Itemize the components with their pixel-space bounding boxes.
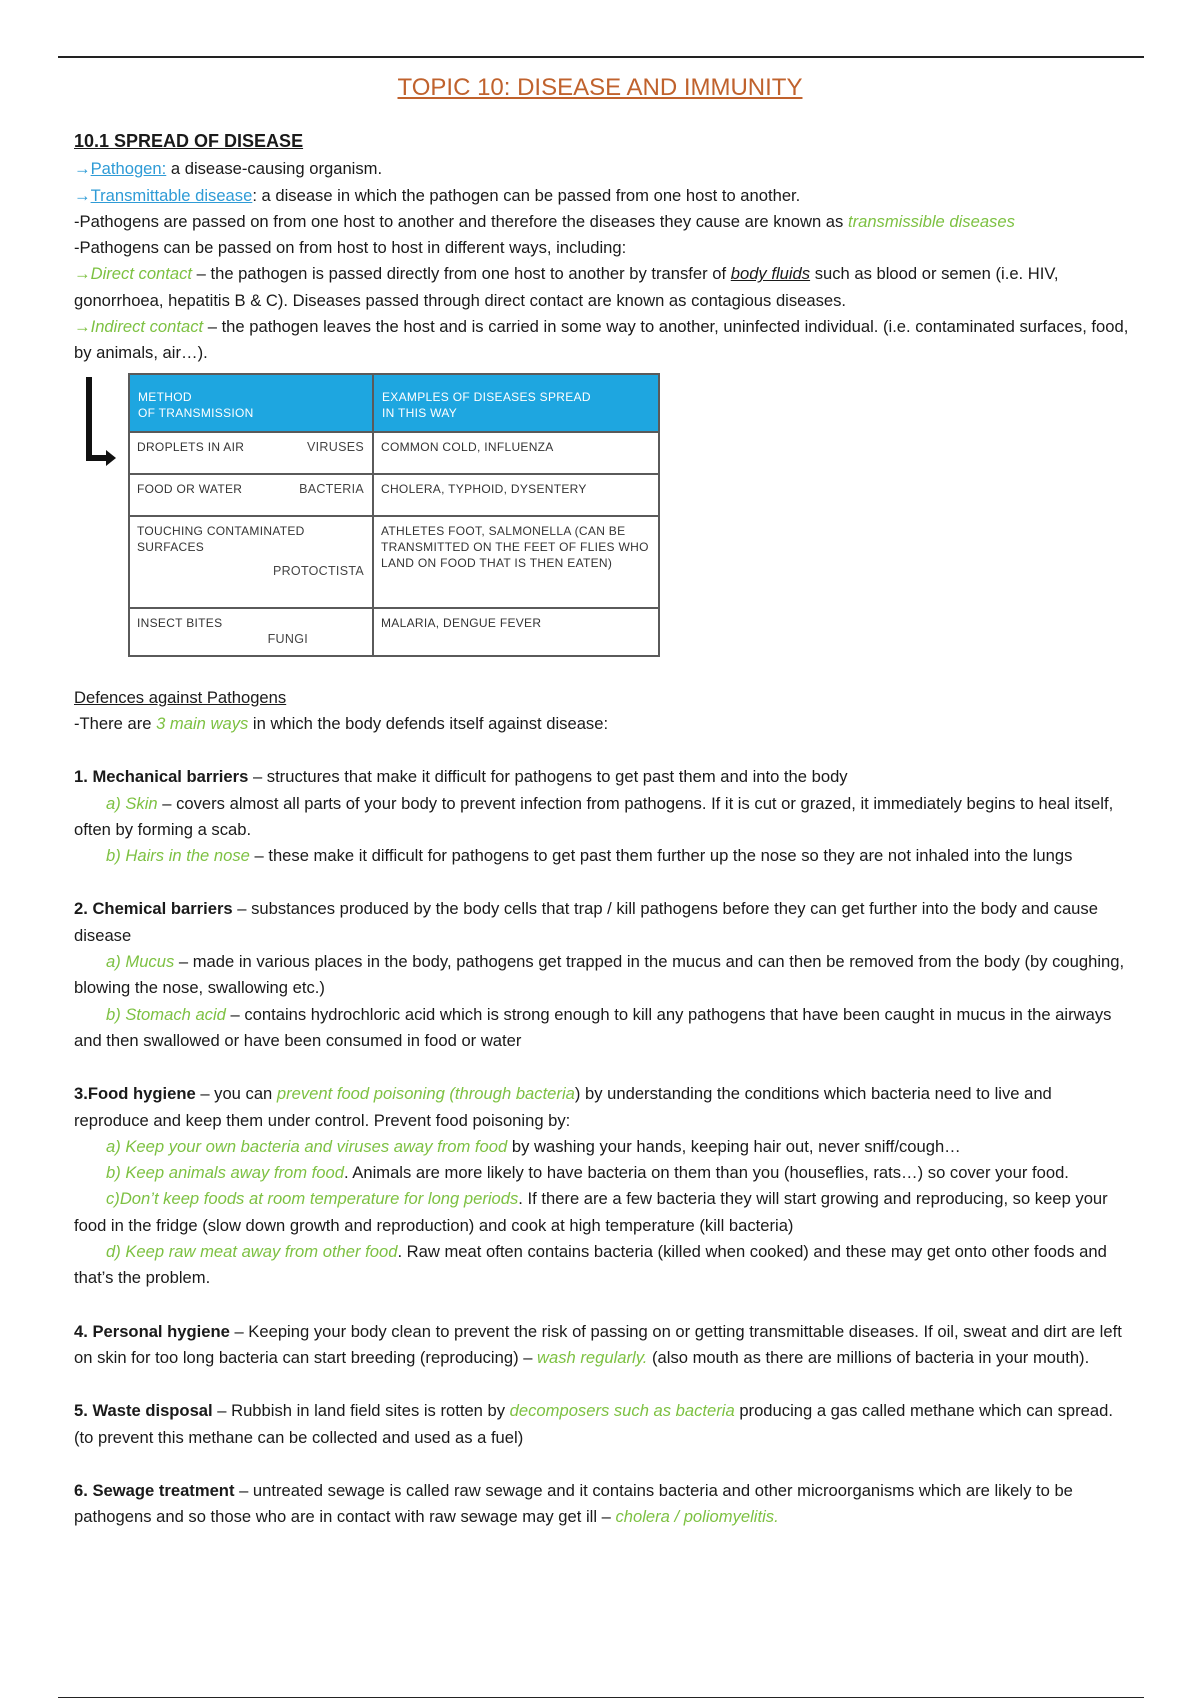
defences-intro: -There are 3 main ways in which the body defends itself against disease: [74, 713, 609, 733]
table-row [129, 474, 659, 516]
examples-cell: MALARIA, DENGUE FEVER [373, 608, 659, 656]
method-cell: FOOD OR WATER [137, 481, 243, 496]
pathogen-label: FUNGI [267, 631, 308, 646]
header-examples: EXAMPLES OF DISEASES SPREAD IN THIS WAY [373, 374, 659, 432]
food-item-1: a) Keep your own bacteria and viruses away from food by washing your hands, keeping hair out, never sniff/cough… [106, 1136, 961, 1156]
section-heading: 10.1 SPREAD OF DISEASE [74, 131, 304, 151]
nose-hairs-item: b) Hairs in the nose – these make it difficult for pathogens to get past them further up the nose so they are not inhaled into the lungs [106, 846, 1073, 866]
personal-hygiene: 4. Personal hygiene – Keeping your body clean to prevent the risk of passing on or getting transmittable diseases. If oil, sweat and dirt are left on skin for too long bacteria can start breeding (reproducing) – wash regularly. (also mouth as there are millions of bacteria in your mouth). [74, 1321, 1122, 1367]
document-body [74, 128, 1130, 1530]
arrow-icon: → [74, 185, 91, 205]
examples-cell: ATHLETES FOOT, SALMONELLA (CAN BE TRANSMITTED ON THE FEET OF FLIES WHO LAND ON FOOD THAT IS THEN EATEN) [373, 516, 659, 608]
term-transmittable[interactable]: Transmittable disease [90, 185, 253, 205]
direct-contact: →Direct contact – the pathogen is passed directly from one host to another by transfer of body fluids such as blood or semen (i.e. HIV, gonorrhoea, hepatitis B & C). Diseases passed through direct contact are known as contagious diseases. [74, 264, 1059, 310]
pathogen-label: PROTOCTISTA [272, 563, 364, 578]
examples-cell: COMMON COLD, INFLUENZA [373, 432, 659, 474]
term-pathogen[interactable]: Pathogen: [90, 159, 167, 179]
bottom-rule [58, 1697, 1144, 1698]
defences-heading: Defences against Pathogens [74, 687, 287, 707]
pathogen-label: VIRUSES [307, 439, 364, 454]
method-cell: TOUCHING CONTAMINATED SURFACES [137, 523, 305, 554]
examples-cell: CHOLERA, TYPHOID, DYSENTERY [373, 474, 659, 516]
food-hygiene: 3.Food hygiene – you can prevent food poisoning (through bacteria) by understanding the conditions which bacteria need to live and reproduce and keep them under control. Prevent food poisoning by: [74, 1084, 1052, 1130]
transmission-table-area [74, 373, 1130, 661]
stomach-acid-item: b) Stomach acid – contains hydrochloric acid which is strong enough to kill any pathogens that have been caught in mucus in the airways and then swallowed or have been consumed in food or water [74, 1004, 1112, 1050]
mechanical-barriers: 1. Mechanical barriers – structures that make it difficult for pathogens to get past them and into the body [74, 767, 848, 787]
table-header-row [129, 374, 659, 432]
food-item-2: b) Keep animals away from food. Animals are more likely to have bacteria on them than you (houseflies, rats…) so cover your food. [106, 1163, 1069, 1183]
skin-item: a) Skin – covers almost all parts of your body to prevent infection from pathogens. If it is cut or grazed, it immediately begins to heal itself, often by forming a scab. [74, 793, 1114, 839]
food-item-3: c)Don’t keep foods at room temperature for long periods. If there are a few bacteria they will start growing and reproducing, so keep your food in the fridge (slow down growth and reproduction) and cook at high temperature (kill bacteria) [74, 1189, 1108, 1235]
table-row [129, 516, 659, 608]
bracket-arrow-icon [86, 377, 92, 461]
table-row [129, 432, 659, 474]
intro-line-1: -Pathogens are passed on from one host to another and therefore the diseases they cause are known as transmissible diseases [74, 211, 1015, 231]
definition-transmittable: →Transmittable disease: a disease in which the pathogen can be passed from one host to another. [74, 185, 801, 205]
page-title: TOPIC 10: DISEASE AND IMMUNITY [397, 74, 803, 101]
intro-line-2: -Pathogens can be passed on from host to host in different ways, including: [74, 238, 627, 258]
sewage-treatment: 6. Sewage treatment – untreated sewage is called raw sewage and it contains bacteria and other microorganisms which are likely to be pathogens and so those who are in contact with raw sewage may get ill – cholera / poliomyelitis. [74, 1480, 1073, 1527]
method-cell: DROPLETS IN AIR [137, 439, 245, 454]
header-method: METHOD OF TRANSMISSION [129, 374, 373, 432]
pathogen-label: BACTERIA [299, 481, 364, 496]
arrow-icon: → [74, 159, 91, 179]
transmission-table [128, 373, 660, 657]
table-row [129, 608, 659, 656]
chemical-barriers: 2. Chemical barriers – substances produced by the body cells that trap / kill pathogens before they can get further into the body and cause disease [74, 899, 1098, 945]
indirect-contact: →Indirect contact – the pathogen leaves the host and is carried in some way to another, uninfected individual. (i.e. contaminated surfaces, food, by animals, air…). [74, 317, 1129, 363]
mucus-item: a) Mucus – made in various places in the body, pathogens get trapped in the mucus and can then be removed from the body (by coughing, blowing the nose, swallowing etc.) [74, 952, 1125, 998]
definition-pathogen: →Pathogen: a disease-causing organism. [74, 159, 383, 179]
waste-disposal: 5. Waste disposal – Rubbish in land field sites is rotten by decomposers such as bacteria producing a gas called methane which can spread. (to prevent this methane can be collected and used as a fuel) [74, 1401, 1113, 1447]
method-cell: INSECT BITES [137, 615, 223, 630]
food-item-4: d) Keep raw meat away from other food. Raw meat often contains bacteria (killed when cooked) and these may get onto other foods and that’s the problem. [74, 1242, 1107, 1288]
top-rule [58, 56, 1144, 58]
